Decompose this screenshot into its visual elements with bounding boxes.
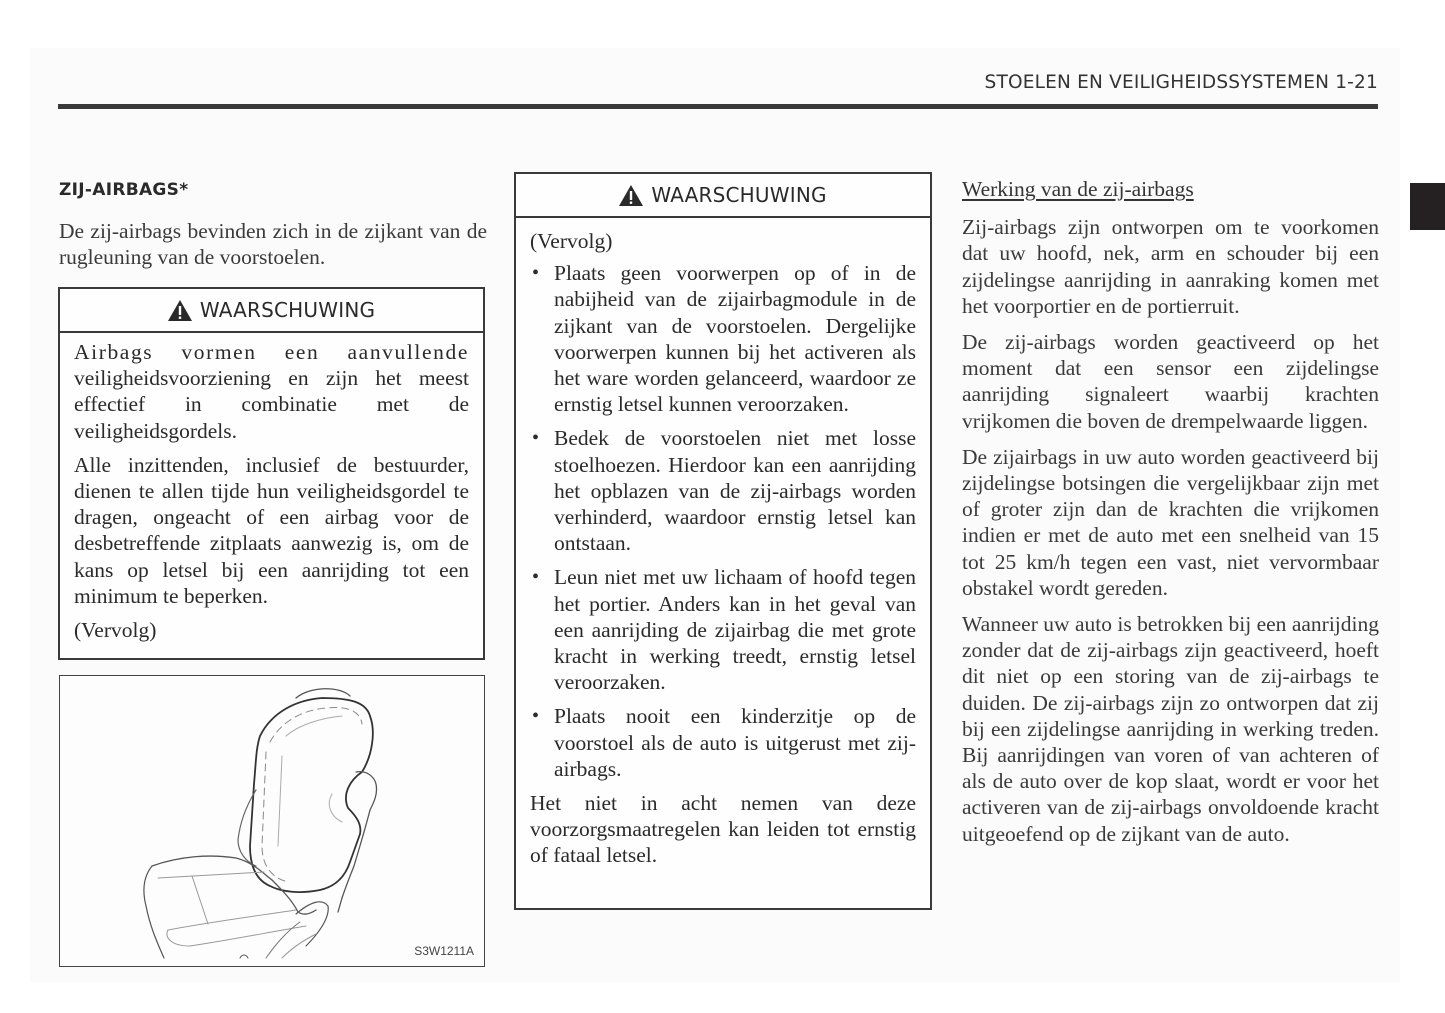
header-rule — [58, 104, 1378, 109]
body-paragraph: De zijairbags in uw auto worden geactiveerd bij zijdelingse botsingen die vergelijkbaar zijn met of groter zijn dan de krachten die vrijkomen indien er met de auto met een snelheid van 15 tot 25 km/h tegen een vast, niet vervormbaar obstakel wordt gereden. — [962, 444, 1379, 600]
seat-airbag-illustration — [59, 675, 485, 967]
warning-paragraph: veiligheidsvoorziening en zijn het meest effectief in combinatie met de veiligheidsgordels. — [74, 366, 469, 443]
intro-paragraph: De zij-airbags bevinden zich in de zijkant van de rugleuning van de voorstoelen. — [59, 219, 487, 269]
warning-bullet: • Plaats nooit een kinderzitje op de voorstoel als de auto is uitgerust met zij-airbags. — [530, 703, 916, 782]
warning-triangle-icon — [619, 185, 643, 206]
warning-title: WAARSCHUWING — [651, 183, 827, 207]
body-paragraph: De zij-airbags worden geactiveerd op het moment dat een sensor een zijdelingse aanrijding signaleert waarbij krachten vrijkomen die boven de drempelwaarde liggen. — [962, 330, 1379, 433]
warning-box-middle — [514, 172, 932, 910]
body-paragraph: Wanneer uw auto is betrokken bij een aanrijding zonder dat de zij-airbags zijn geactiveerd, hoeft dit niet op een storing van de zij-airbags te duiden. De zij-airbags zijn zo ontworpen dat zij bij een zijdelingse aanrijding in werking treden. Bij aanrijdingen van voren of van achteren of als de auto over de kop slaat, wordt er voor het activeren van de zij-airbags onvoldoende kracht uitgeoefend op de zijkant van de auto. — [962, 612, 1379, 846]
section-title: ZIJ-AIRBAGS* — [59, 180, 189, 200]
warning-header — [516, 174, 930, 218]
warning-closing: Het niet in acht nemen van deze voorzorgsmaatregelen kan leiden tot ernstig of fataal letsel. — [530, 791, 916, 868]
warning-body — [60, 333, 483, 651]
continued-label: (Vervolg) — [530, 229, 613, 253]
subsection-heading: Werking van de zij-airbags — [962, 177, 1194, 201]
warning-body — [516, 218, 930, 885]
seat-airbag-drawing — [60, 676, 484, 966]
warning-box-left — [58, 287, 485, 660]
thumb-index-tab — [1410, 183, 1445, 230]
right-column — [962, 176, 1379, 857]
running-head: STOELEN EN VEILIGHEIDSSYSTEMEN 1-21 — [984, 72, 1378, 93]
warning-header — [60, 289, 483, 333]
warning-title: WAARSCHUWING — [199, 298, 376, 322]
continued-label: (Vervolg) — [74, 618, 157, 643]
figure-code: S3W1211A — [414, 944, 474, 958]
warning-triangle-icon — [168, 300, 192, 321]
warning-paragraph: Airbags vormen een aanvullende — [74, 340, 469, 364]
warning-paragraph: Alle inzittenden, inclusief de bestuurder, dienen te allen tijde hun veiligheidsgordel te dragen, ongeacht of een airbag voor de desbetreffende zitplaats aanwezig is, om de kans op letsel bij een aanrijding tot een minimum te beperken. — [74, 452, 469, 608]
warning-bullet: • Plaats geen voorwerpen op of in de nabijheid van de zijairbagmodule in de zijkant van de voorstoelen. Dergelijke voorwerpen kunnen bij het activeren als het ware worden gelanceerd, waardoor ze ernstig letsel kunnen veroorzaken. — [530, 260, 916, 417]
warning-bullet: • Leun niet met uw lichaam of hoofd tegen het portier. Anders kan in het geval van een aanrijding de zijairbag die met grote kracht in werking treedt, ernstig letsel veroorzaken. — [530, 564, 916, 695]
warning-bullet: • Bedek de voorstoelen niet met losse stoelhoezen. Hierdoor kan een aanrijding het opblazen van de zij-airbags worden verhinderd, waardoor ernstig letsel kan ontstaan. — [530, 425, 916, 556]
warning-bullet-list — [530, 260, 916, 782]
body-paragraph: Zij-airbags zijn ontworpen om te voorkomen dat uw hoofd, nek, arm en schouder bij een zijdelingse aanrijding in aanraking komen met het voorportier en de portierruit. — [962, 215, 1379, 318]
